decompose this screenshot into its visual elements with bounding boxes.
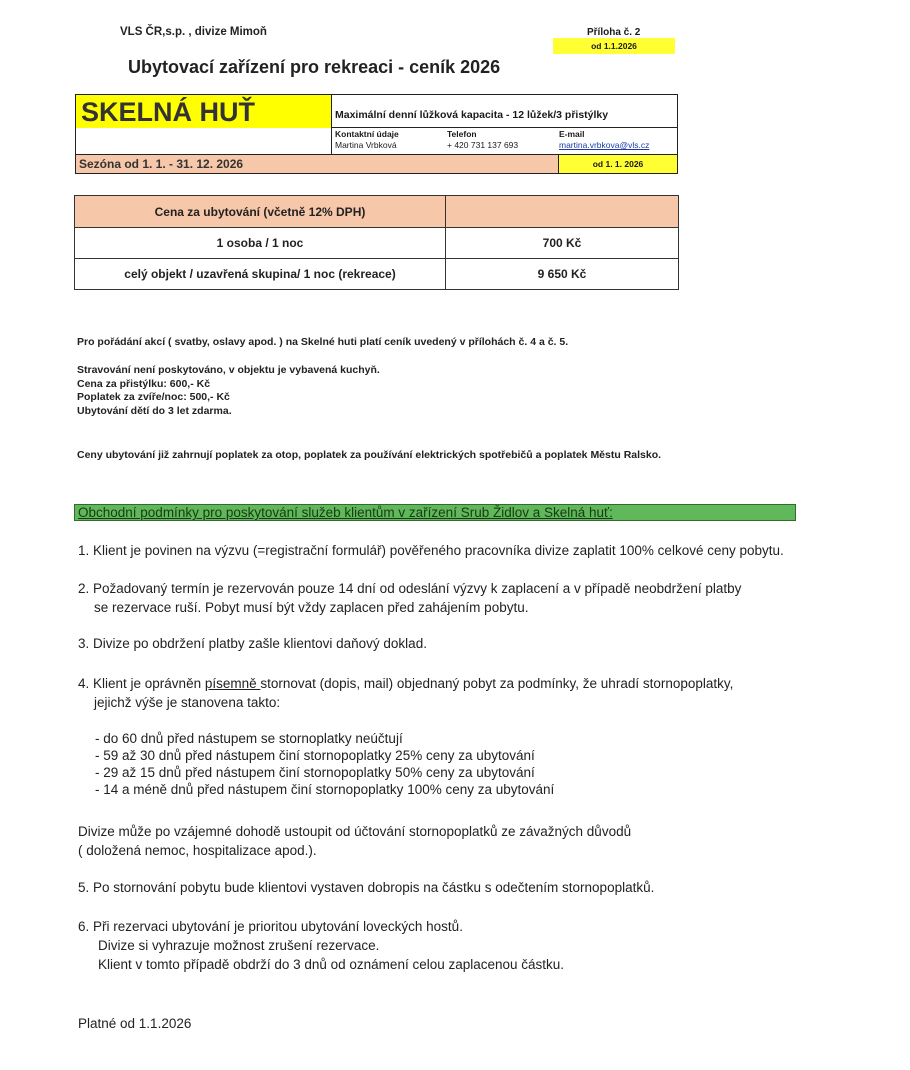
term-6: [78, 917, 564, 974]
term-6-line-1: 6. Při rezervaci ubytování je prioritou ubytování loveckých hostů.: [78, 919, 463, 934]
season-date: od 1. 1. 2026: [559, 154, 678, 174]
catering-note: Stravování není poskytováno, v objektu je vybavená kuchyň.: [77, 364, 380, 376]
contact-column: [335, 129, 399, 151]
storno-list: [95, 730, 554, 798]
page-title: Ubytovací zařízení pro rekreaci - ceník 2026: [128, 57, 501, 77]
list-item: - 59 až 30 dnů před nástupem činí stornopoplatky 25% ceny za ubytování: [95, 748, 535, 763]
extra-bed-price: Cena za přistýlku: 600,- Kč: [77, 377, 211, 390]
term-4-post: stornovat (dopis, mail) objednaný pobyt za podmínky, že uhradí stornopoplatky,: [260, 676, 734, 691]
table-header-row: [75, 196, 679, 228]
contact-label: Kontaktní údaje: [335, 129, 399, 139]
term-2: [78, 579, 741, 617]
included-note-text: Ceny ubytování již zahrnují poplatek za otop, poplatek za používání elektrických spotřebičů a poplatek Městu Ralsko.: [77, 449, 662, 461]
list-item: - 14 a méně dnů před nástupem činí stornopoplatky 100% ceny za ubytování: [95, 782, 555, 797]
term-4-underlined: písemně: [204, 676, 261, 691]
valid-from: Platné od 1.1.2026: [78, 1016, 192, 1031]
events-note: [77, 336, 568, 350]
price-table: [74, 195, 679, 290]
list-item: - 29 až 15 dnů před nástupem činí stornopoplatky 50% ceny za ubytování: [95, 765, 535, 780]
term-2-line-1: 2. Požadovaný termín je rezervován pouze 14 dní od odeslání výzvy k zaplacení a v případě neobdržení platby: [78, 581, 742, 596]
storno-waiver: [78, 822, 631, 860]
annex-label: Příloha č. 2: [587, 27, 641, 38]
term-4-line-2: jejichž výše je stanovena takto:: [94, 695, 281, 710]
email-label: E-mail: [559, 129, 585, 139]
season-range: Sezóna od 1. 1. - 31. 12. 2026: [75, 154, 559, 174]
events-note-text: Pro pořádání akcí ( svatby, oslavy apod. ) na Skelné huti platí ceník uvedený v přílohách č. 4 a č. 5.: [77, 336, 569, 348]
waiver-line-2: ( doložená nemoc, hospitalizace apod.).: [78, 843, 317, 858]
organization-name: VLS ČR,s.p. , divize Mimoň: [120, 26, 267, 38]
price-table-header: Cena za ubytování (včetně 12% DPH): [75, 196, 446, 228]
table-row: [75, 228, 679, 259]
price-row-value: 9 650 Kč: [446, 259, 679, 290]
terms-heading: Obchodní podmínky pro poskytování služeb klientům v zařízení Srub Židlov a Skelná huť:: [74, 504, 796, 521]
services-note: [77, 364, 380, 418]
header-divider: [75, 128, 331, 155]
email-link[interactable]: martina.vrbkova@vls.cz: [559, 140, 650, 150]
term-5: 5. Po stornování pobytu bude klientovi vystaven dobropis na částku s odečtením stornopoplatků.: [78, 880, 655, 895]
price-row-label: celý objekt / uzavřená skupina/ 1 noc (rekreace): [75, 259, 446, 290]
phone-label: Telefon: [447, 129, 477, 139]
term-4-pre: 4. Klient je oprávněn: [78, 676, 205, 691]
term-4-line-1: [78, 674, 733, 693]
capacity-info: Maximální denní lůžková kapacita - 12 lůžek/3 přistýlky: [331, 94, 678, 128]
term-6-line-3: Klient v tomto případě obdrží do 3 dnů od oznámení celou zaplacenou částku.: [98, 957, 565, 972]
phone-number: + 420 731 137 693: [447, 140, 519, 150]
animal-fee: Poplatek za zvíře/noc: 500,- Kč: [77, 391, 230, 403]
term-2-line-2: se rezervace ruší. Pobyt musí být vždy zaplacen před zahájením pobytu.: [94, 600, 529, 615]
waiver-line-1: Divize může po vzájemné dohodě ustoupit od účtování stornopoplatků ze závažných důvodů: [78, 824, 632, 839]
term-4: [78, 674, 733, 712]
term-3: 3. Divize po obdržení platby zašle klientovi daňový doklad.: [78, 636, 427, 651]
facility-name: SKELNÁ HUŤ: [75, 94, 331, 128]
included-note: [77, 449, 661, 463]
phone-column: [447, 129, 518, 151]
annex-date: od 1.1.2026: [553, 38, 675, 54]
term-6-line-2: Divize si vyhrazuje možnost zrušení rezervace.: [98, 938, 380, 953]
email-column: [559, 129, 649, 151]
price-row-label: 1 osoba / 1 noc: [75, 228, 446, 259]
contact-row: [331, 127, 678, 155]
contact-name: Martina Vrbková: [335, 140, 397, 150]
table-row: [75, 259, 679, 290]
price-table-header-empty: [446, 196, 679, 228]
term-1: 1. Klient je povinen na výzvu (=registrační formulář) pověřeného pracovníka divize zaplatit 100% celkové ceny pobytu.: [78, 543, 784, 558]
children-note: Ubytování dětí do 3 let zdarma.: [77, 404, 232, 417]
price-row-value: 700 Kč: [446, 228, 679, 259]
list-item: - do 60 dnů před nástupem se stornoplatky neúčtují: [95, 731, 403, 746]
